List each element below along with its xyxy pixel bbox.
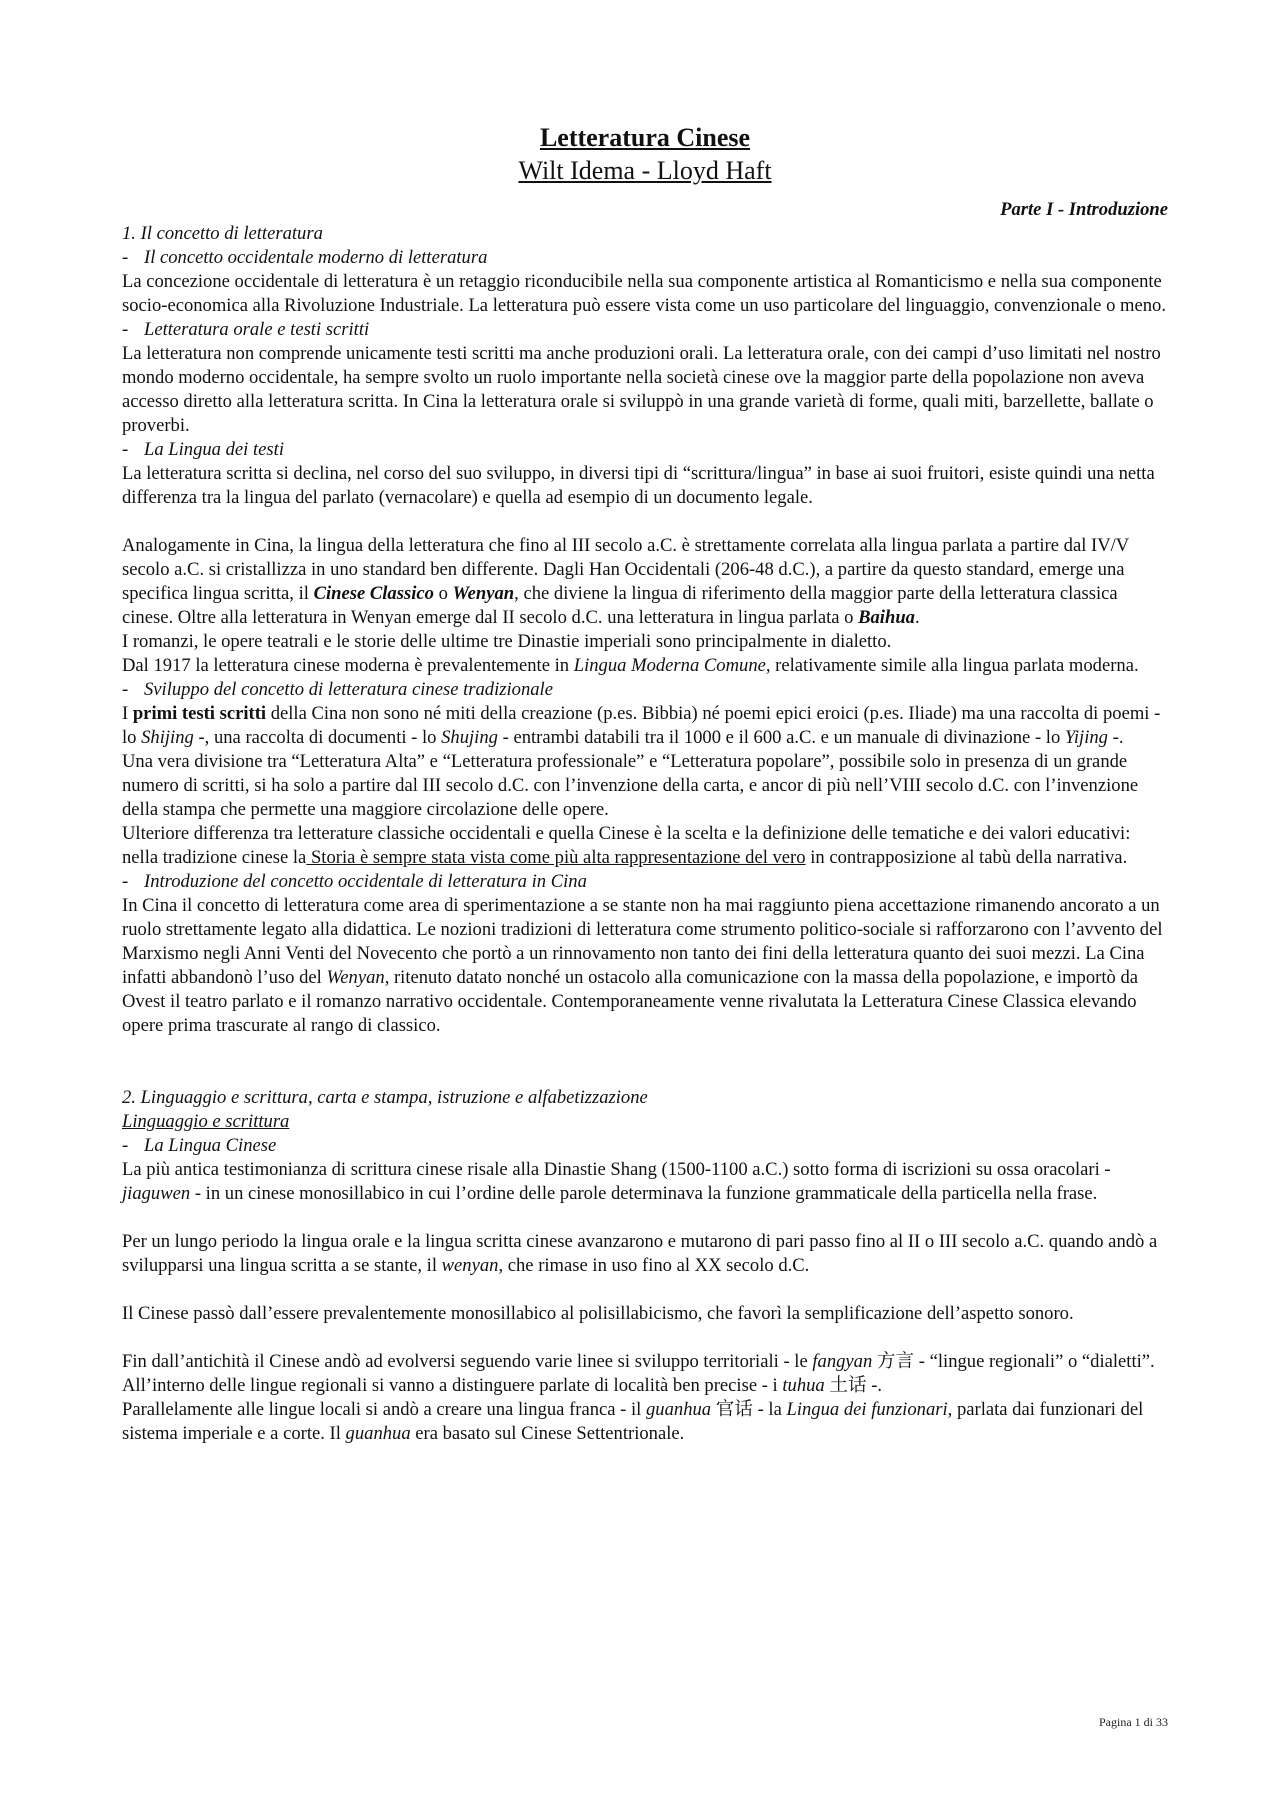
paragraph: Fin dall’antichità il Cinese andò ad evolversi seguendo varie linee si sviluppo territoriali - le fangyan 方言 - “lingue regionali” o “dialetti”. All’interno delle lingue regionali si vanno a distinguere parlate di località ben precise - i tuhua 土话 -. xyxy=(122,1351,1155,1396)
subsection-heading: - Letteratura orale e testi scritti xyxy=(122,319,370,340)
subsection-heading: - Il concetto occidentale moderno di letteratura xyxy=(122,247,488,268)
subsection-heading: - Introduzione del concetto occidentale di letteratura in Cina xyxy=(122,871,587,892)
document-title: Letteratura Cinese xyxy=(539,123,751,152)
paragraph: Il Cinese passò dall’essere prevalentemente monosillabico al polisillabicismo, che favorì la semplificazione dell’aspetto sonoro. xyxy=(122,1303,1074,1324)
document-authors: Wilt Idema - Lloyd Haft xyxy=(518,156,772,185)
paragraph: La letteratura non comprende unicamente testi scritti ma anche produzioni orali. La letteratura orale, con dei campi d’uso limitati nel nostro mondo moderno occidentale, ha sempre svolto un ruolo importante nella società cinese ove la maggior parte della popolazione non aveva accesso diretto alla letteratura scritta. In Cina la letteratura orale si sviluppò in una grande varietà di forme, quali miti, barzellette, ballate o proverbi. xyxy=(122,343,1161,436)
part-heading: Parte I - Introduzione xyxy=(1000,199,1168,220)
paragraph: La concezione occidentale di letteratura è un retaggio riconducibile nella sua componente artistica al Romanticismo e nella sua componente socio-economica alla Rivoluzione Industriale. La letteratura può essere vista come un uso particolare del linguaggio, convenzionale o meno. xyxy=(122,271,1166,316)
section-heading-2: 2. Linguaggio e scrittura, carta e stampa, istruzione e alfabetizzazione xyxy=(122,1087,648,1108)
paragraph: Parallelamente alle lingue locali si andò a creare una lingua franca - il guanhua 官话 - la Lingua dei funzionari, parlata dai funzionari del sistema imperiale e a corte. Il guanhua era basato sul Cinese Settentrionale. xyxy=(122,1399,1144,1444)
subsection-heading: - Sviluppo del concetto di letteratura cinese tradizionale xyxy=(122,679,553,700)
section-heading-1: 1. Il concetto di letteratura xyxy=(122,223,323,244)
paragraph: Ulteriore differenza tra letterature classiche occidentali e quella Cinese è la scelta e la definizione delle tematiche e dei valori educativi: nella tradizione cinese la Storia è sempre stata vista come più alta rappresentazione del vero in contrapposizione al tabù della narrativa. xyxy=(122,823,1131,868)
paragraph: Per un lungo periodo la lingua orale e la lingua scritta cinese avanzarono e mutarono di pari passo fino al II o III secolo a.C. quando andò a svilupparsi una lingua scritta a se stante, il wenyan, che rimase in uso fino al XX secolo d.C. xyxy=(122,1231,1158,1276)
page-number: Pagina 1 di 33 xyxy=(1099,1715,1168,1729)
subsection-heading: - La Lingua dei testi xyxy=(122,439,284,460)
paragraph: I romanzi, le opere teatrali e le storie delle ultime tre Dinastie imperiali sono principalmente in dialetto. xyxy=(122,631,892,652)
paragraph: Dal 1917 la letteratura cinese moderna è prevalentemente in Lingua Moderna Comune, relativamente simile alla lingua parlata moderna. xyxy=(122,655,1139,676)
subsection-heading: - La Lingua Cinese xyxy=(122,1135,277,1156)
paragraph: La più antica testimonianza di scrittura cinese risale alla Dinastie Shang (1500-1100 a.C.) sotto forma di iscrizioni su ossa oracolari - jiaguwen - in un cinese monosillabico in cui l’ordine delle parole determinava la funzione grammaticale della particella nella frase. xyxy=(122,1159,1111,1204)
paragraph: Una vera divisione tra “Letteratura Alta” e “Letteratura professionale” e “Letteratura popolare”, possibile solo in presenza di un grande numero di scritti, si ha solo a partire dal III secolo d.C. con l’invenzione della carta, e ancor di più nell’VIII secolo d.C. con l’invenzione della stampa che permette una maggiore circolazione delle opere. xyxy=(122,751,1139,820)
section-subheading: Linguaggio e scrittura xyxy=(122,1111,290,1132)
paragraph: I primi testi scritti della Cina non sono né miti della creazione (p.es. Bibbia) né poemi epici eroici (p.es. Iliade) ma una raccolta di poemi - lo Shijing -, una raccolta di documenti - lo Shujing - entrambi databili tra il 1000 e il 600 a.C. e un manuale di divinazione - lo Yijing -. xyxy=(122,703,1161,748)
paragraph: La letteratura scritta si declina, nel corso del suo sviluppo, in diversi tipi di “scrittura/lingua” in base ai suoi fruitori, esiste quindi una netta differenza tra la lingua del parlato (vernacolare) e quella ad esempio di un documento legale. xyxy=(122,463,1155,508)
document-page xyxy=(122,122,1168,1446)
paragraph: Analogamente in Cina, la lingua della letteratura che fino al III secolo a.C. è strettamente correlata alla lingua parlata a partire dal IV/V secolo a.C. si cristallizza in uno standard ben differente. Dagli Han Occidentali (206-48 d.C.), a partire da questo standard, emerge una specifica lingua scritta, il Cinese Classico o Wenyan, che diviene la lingua di riferimento della maggior parte della letteratura classica cinese. Oltre alla letteratura in Wenyan emerge dal II secolo d.C. una letteratura in lingua parlata o Baihua. xyxy=(122,535,1129,628)
paragraph: In Cina il concetto di letteratura come area di sperimentazione a se stante non ha mai raggiunto piena accettazione rimanendo ancorato a un ruolo strettamente legato alla didattica. Le nozioni tradizioni di letteratura come strumento politico-sociale si rafforzarono con l’avvento del Marxismo negli Anni Venti del Novecento che portò a un rinnovamento non tanto dei fini della letteratura quanto dei suoi mezzi. La Cina infatti abbandonò l’uso del Wenyan, ritenuto datato nonché un ostacolo alla comunicazione con la massa della popolazione, e importò da Ovest il teatro parlato e il romanzo narrativo occidentale. Contemporaneamente venne rivalutata la Letteratura Cinese Classica elevando opere prima trascurate al rango di classico. xyxy=(122,895,1163,1036)
